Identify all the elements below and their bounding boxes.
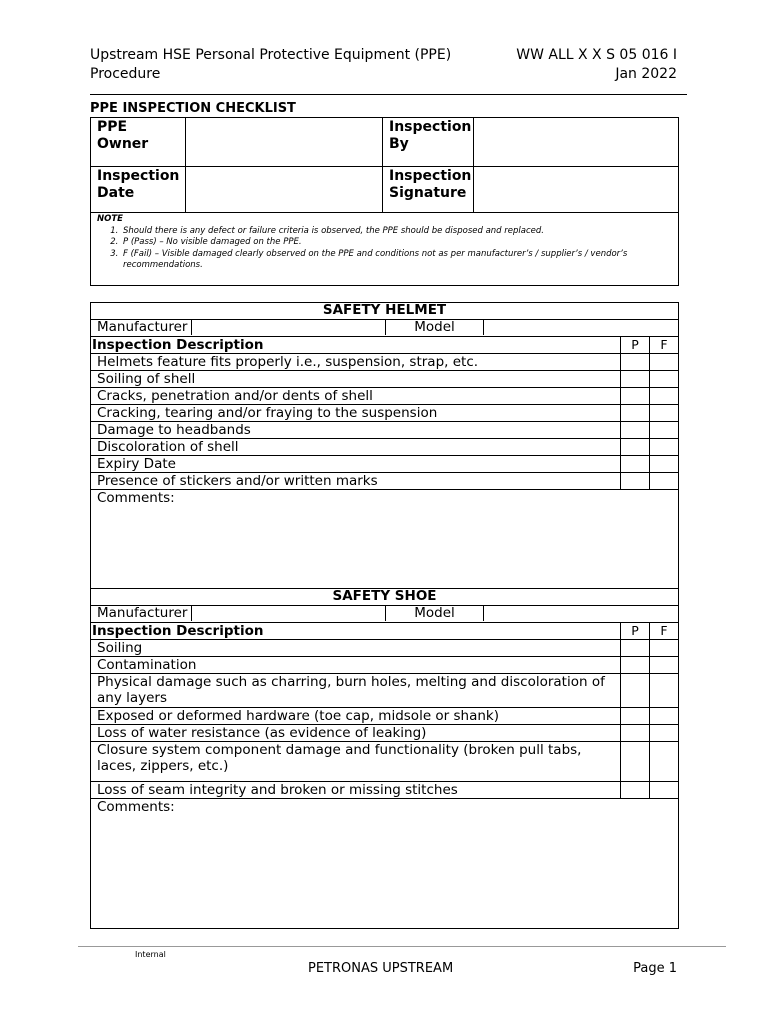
fail-checkbox[interactable] <box>650 674 679 708</box>
shoe-item: Exposed or deformed hardware (toe cap, midsole or shank) <box>91 708 621 725</box>
shoe-pass-header: P <box>621 623 650 640</box>
footer-divider <box>78 946 726 947</box>
inspection-date-label: Inspection Date <box>91 167 186 213</box>
helmet-comments-box[interactable] <box>91 490 679 589</box>
shoe-item: Contamination <box>91 657 621 674</box>
note-item: 1. Should there is any defect or failure criteria is observed, the PPE should be disposed and replaced. <box>121 226 676 238</box>
page-number: Page 1 <box>633 961 677 976</box>
fail-checkbox[interactable] <box>650 405 679 422</box>
helmet-comments-label: Comments: <box>97 490 175 506</box>
helmet-item: Discoloration of shell <box>91 439 621 456</box>
inspection-by-label: Inspection By <box>383 118 474 167</box>
pass-checkbox[interactable] <box>621 473 650 490</box>
shoe-item: Physical damage such as charring, burn holes, melting and discoloration of any layers <box>91 674 621 708</box>
inspection-signature-label: Inspection Signature <box>383 167 474 213</box>
company-name: PETRONAS UPSTREAM <box>308 961 454 976</box>
header-divider <box>90 94 687 95</box>
pass-checkbox[interactable] <box>621 422 650 439</box>
pass-checkbox[interactable] <box>621 725 650 742</box>
fail-checkbox[interactable] <box>650 725 679 742</box>
helmet-manufacturer-field[interactable] <box>192 320 386 335</box>
pass-checkbox[interactable] <box>621 640 650 657</box>
shoe-comments-label: Comments: <box>97 799 175 815</box>
pass-checkbox[interactable] <box>621 674 650 708</box>
fail-checkbox[interactable] <box>650 657 679 674</box>
fail-checkbox[interactable] <box>650 640 679 657</box>
inspection-info-table <box>90 117 679 286</box>
fail-checkbox[interactable] <box>650 388 679 405</box>
pass-checkbox[interactable] <box>621 405 650 422</box>
helmet-item: Cracks, penetration and/or dents of shell <box>91 388 621 405</box>
pass-checkbox[interactable] <box>621 456 650 473</box>
shoe-fail-header: F <box>650 623 679 640</box>
pass-checkbox[interactable] <box>621 657 650 674</box>
fail-checkbox[interactable] <box>650 422 679 439</box>
helmet-item: Helmets feature fits properly i.e., suspension, strap, etc. <box>91 354 621 371</box>
shoe-description-header: Inspection Description <box>91 623 621 640</box>
document-code-block <box>516 46 677 84</box>
ppe-checklist-table <box>90 302 679 929</box>
pass-checkbox[interactable] <box>621 439 650 456</box>
note-heading: NOTE <box>97 214 123 224</box>
pass-checkbox[interactable] <box>621 708 650 725</box>
pass-checkbox[interactable] <box>621 782 650 799</box>
shoe-item: Soiling <box>91 640 621 657</box>
shoe-item: Closure system component damage and functionality (broken pull tabs, laces, zippers, etc.) <box>91 742 621 782</box>
helmet-description-header: Inspection Description <box>91 337 621 354</box>
ppe-owner-field[interactable] <box>186 118 383 167</box>
document-title: Upstream HSE Personal Protective Equipment (PPE) Procedure <box>90 47 452 82</box>
note-box <box>91 213 679 286</box>
checklist-title: PPE INSPECTION CHECKLIST <box>90 101 296 116</box>
fail-checkbox[interactable] <box>650 708 679 725</box>
helmet-item: Cracking, tearing and/or fraying to the suspension <box>91 405 621 422</box>
pass-checkbox[interactable] <box>621 388 650 405</box>
fail-checkbox[interactable] <box>650 782 679 799</box>
shoe-manufacturer-label: Manufacturer <box>91 606 192 621</box>
pass-checkbox[interactable] <box>621 371 650 388</box>
classification-label: Internal <box>135 950 166 959</box>
helmet-item: Presence of stickers and/or written marks <box>91 473 621 490</box>
shoe-manufacturer-field[interactable] <box>192 606 386 621</box>
fail-checkbox[interactable] <box>650 742 679 782</box>
safety-shoe-title: SAFETY SHOE <box>91 589 679 606</box>
fail-checkbox[interactable] <box>650 371 679 388</box>
shoe-comments-box[interactable] <box>91 799 679 929</box>
note-item: 2. P (Pass) – No visible damaged on the PPE. <box>121 237 676 249</box>
pass-checkbox[interactable] <box>621 742 650 782</box>
helmet-item: Damage to headbands <box>91 422 621 439</box>
shoe-item: Loss of seam integrity and broken or missing stitches <box>91 782 621 799</box>
helmet-fail-header: F <box>650 337 679 354</box>
inspection-date-field[interactable] <box>186 167 383 213</box>
fail-checkbox[interactable] <box>650 354 679 371</box>
document-code: WW ALL X X S 05 016 I <box>516 47 677 63</box>
shoe-model-label: Model <box>386 606 484 621</box>
pass-checkbox[interactable] <box>621 354 650 371</box>
inspection-by-field[interactable] <box>474 118 679 167</box>
helmet-item: Soiling of shell <box>91 371 621 388</box>
ppe-owner-label: PPE Owner <box>91 118 186 167</box>
shoe-model-field[interactable] <box>484 606 678 621</box>
helmet-pass-header: P <box>621 337 650 354</box>
helmet-item: Expiry Date <box>91 456 621 473</box>
helmet-manufacturer-label: Manufacturer <box>91 320 192 335</box>
note-item: 3. F (Fail) – Visible damaged clearly observed on the PPE and conditions not as per manufacturer’s / supplier’s / vendor’s recommendations. <box>121 249 676 272</box>
fail-checkbox[interactable] <box>650 473 679 490</box>
safety-helmet-title: SAFETY HELMET <box>91 303 679 320</box>
fail-checkbox[interactable] <box>650 456 679 473</box>
inspection-signature-field[interactable] <box>474 167 679 213</box>
fail-checkbox[interactable] <box>650 439 679 456</box>
shoe-item: Loss of water resistance (as evidence of leaking) <box>91 725 621 742</box>
document-date: Jan 2022 <box>615 66 677 82</box>
helmet-model-label: Model <box>386 320 484 335</box>
helmet-model-field[interactable] <box>484 320 678 335</box>
